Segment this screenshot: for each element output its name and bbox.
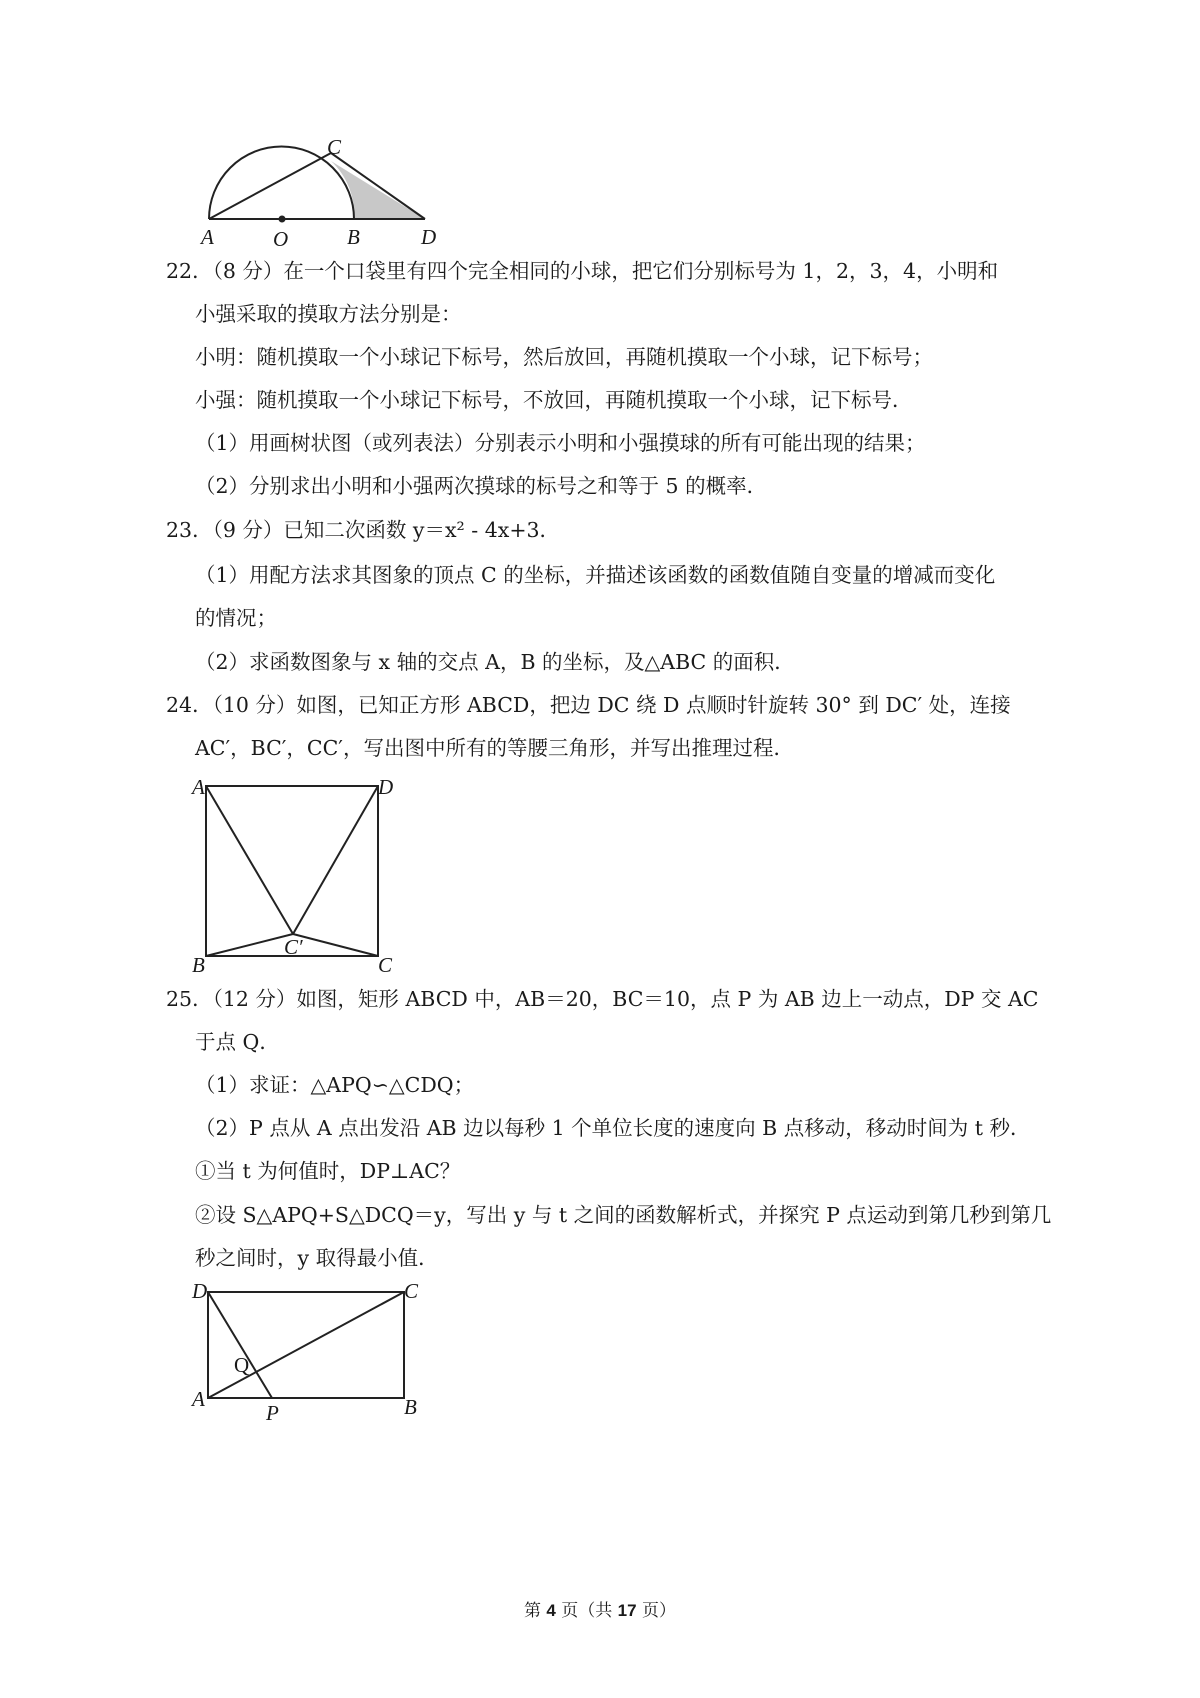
label-A: A — [201, 225, 214, 249]
q22-line1: 22．（8 分）在一个口袋里有四个完全相同的小球，把它们分别标号为 1，2，3，4，小明和 — [166, 259, 999, 283]
label-B: B — [404, 1395, 417, 1419]
q23-line4: （2）求函数图象与 x 轴的交点 A，B 的坐标，及△ABC 的面积． — [195, 650, 795, 674]
q25-line4: （2）P 点从 A 点出发沿 AB 边以每秒 1 个单位长度的速度向 B 点移动，移动时间为 t 秒． — [195, 1116, 1031, 1140]
square-figure — [188, 772, 408, 977]
q25-line5: ①当 t 为何值时，DP⊥AC？ — [195, 1159, 461, 1183]
label-C-prime: C′ — [284, 935, 303, 959]
label-C: C — [404, 1279, 419, 1303]
footer-middle: 页（共 — [561, 1601, 613, 1621]
footer-page-number: 4 — [546, 1601, 556, 1620]
segment-dc-prime — [293, 786, 378, 934]
q24-line2: AC′，BC′，CC′，写出图中所有的等腰三角形，并写出推理过程． — [195, 736, 794, 760]
center-point — [279, 216, 286, 223]
footer-suffix: 页） — [642, 1601, 676, 1621]
label-D: D — [192, 1279, 208, 1303]
semicircle-figure — [201, 135, 455, 265]
q22-line6: （2）分别求出小明和小强两次摸球的标号之和等于 5 的概率． — [195, 474, 768, 498]
q24-line1: 24．（10 分）如图，已知正方形 ABCD，把边 DC 绕 D 点顺时针旋转 30° 到 DC′ 处，连接 — [166, 693, 1011, 717]
page-footer — [0, 1596, 1200, 1621]
q25-line3: （1）求证：△APQ∽△CDQ； — [195, 1073, 475, 1097]
segment-cc-prime — [293, 934, 378, 956]
label-Q: Q — [234, 1353, 250, 1377]
label-C: C — [327, 135, 342, 159]
q25-line7: 秒之间时，y 取得最小值． — [195, 1246, 439, 1270]
label-D: D — [421, 225, 437, 249]
label-O: O — [273, 227, 289, 251]
q23-line1: 23．（9 分）已知二次函数 y＝x² - 4x+3． — [166, 518, 561, 542]
label-B: B — [347, 225, 360, 249]
label-D: D — [378, 775, 394, 799]
segment-bc-prime — [206, 934, 293, 956]
label-B: B — [192, 953, 205, 977]
q25-line2: 于点 Q． — [195, 1030, 280, 1054]
label-A: A — [192, 1387, 205, 1411]
q22-line4: 小强：随机摸取一个小球记下标号，不放回，再随机摸取一个小球，记下标号． — [195, 388, 913, 412]
footer-total-pages: 17 — [617, 1601, 637, 1620]
q22-line3: 小明：随机摸取一个小球记下标号，然后放回，再随机摸取一个小球，记下标号； — [195, 345, 933, 369]
q22-line2: 小强采取的摸取方法分别是： — [195, 302, 462, 326]
label-P: P — [266, 1401, 279, 1425]
q25-line1: 25．（12 分）如图，矩形 ABCD 中，AB＝20，BC＝10，点 P 为 AB 边上一动点，DP 交 AC — [166, 987, 1039, 1011]
q22-line5: （1）用画树状图（或列表法）分别表示小明和小强摸球的所有可能出现的结果； — [195, 431, 926, 455]
label-A: A — [192, 775, 205, 799]
q25-line6: ②设 S△APQ+S△DCQ＝y，写出 y 与 t 之间的函数解析式，并探究 P 点运动到第几秒到第几 — [195, 1203, 1052, 1227]
footer-prefix: 第 — [523, 1601, 541, 1621]
q23-line2: （1）用配方法求其图象的顶点 C 的坐标，并描述该函数的函数值随自变量的增减而变化 — [195, 563, 996, 587]
rectangle-figure — [188, 1280, 428, 1425]
segment-ac-prime — [206, 786, 293, 934]
chord-ac — [209, 153, 331, 219]
q23-line3: 的情况； — [195, 606, 277, 630]
label-C: C — [378, 953, 393, 977]
segment-dp — [208, 1292, 272, 1398]
diagonal-ac — [208, 1292, 404, 1398]
